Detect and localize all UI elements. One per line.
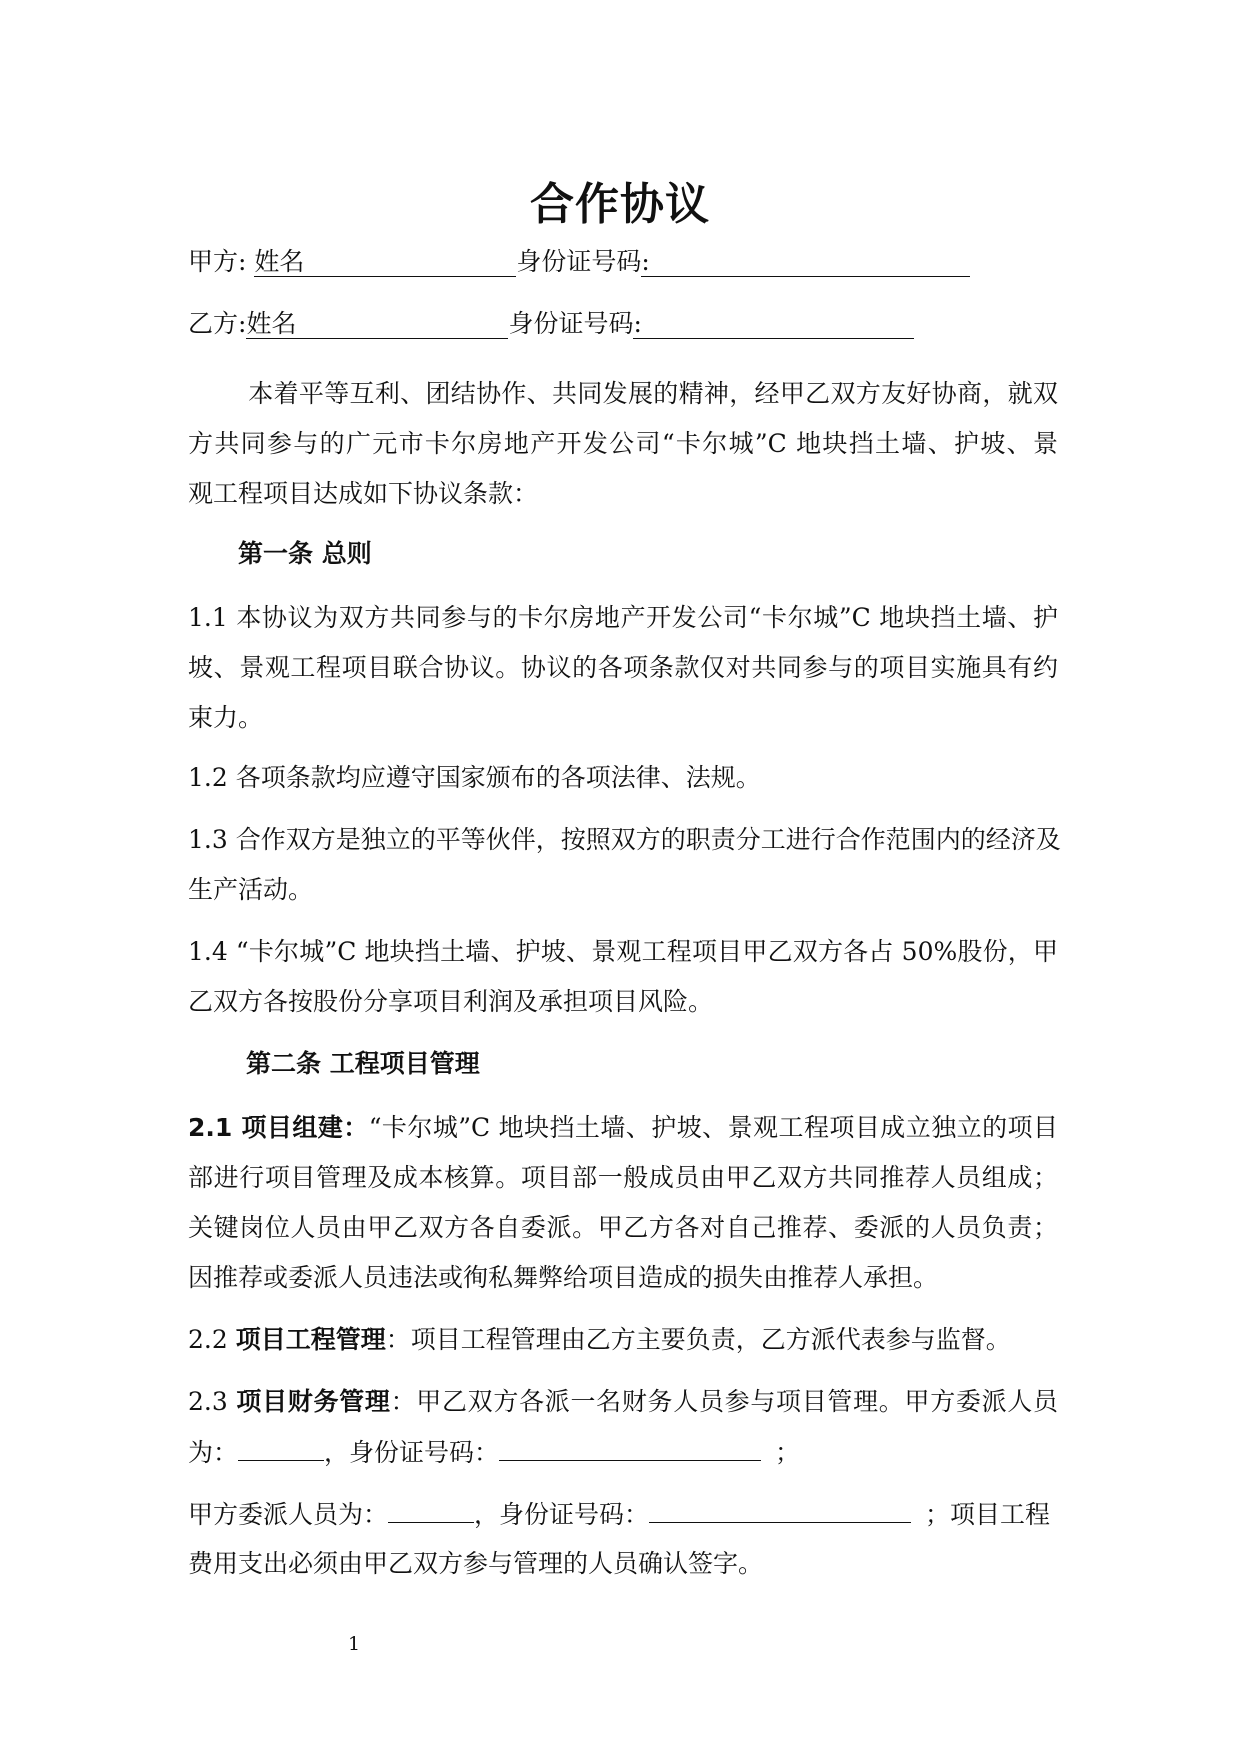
clause-2-3-appointee-label: 甲方委派人员为：: [188, 1500, 389, 1529]
second-finance-id-blank[interactable]: [649, 1496, 911, 1523]
clause-2-1-text: “卡尔城”C 地块挡土墙、护坡、景观工程项目成立独立的项目: [368, 1113, 1058, 1142]
party-b-label: 乙方:: [188, 309, 247, 338]
party-b-line: [188, 306, 1058, 342]
clause-2-3-line-3: [188, 1496, 1058, 1533]
clause-2-3-line-4: 费用支出必须由甲乙双方参与管理的人员确认签字。: [188, 1549, 764, 1578]
clause-2-1-line-4: 因推荐或委派人员违法或徇私舞弊给项目造成的损失由推荐人承担。: [188, 1263, 939, 1292]
clause-1-4-line-1: 1.4 “卡尔城”C 地块挡土墙、护坡、景观工程项目甲乙双方各占 50%股份，甲: [188, 937, 1058, 966]
clause-2-3-line-3-tail: ；项目工程: [925, 1500, 1051, 1529]
clause-2-3-number: 2.3: [188, 1387, 237, 1416]
clause-1-3-line-1: 1.3 合作双方是独立的平等伙伴，按照双方的职责分工进行合作范围内的经济及: [188, 825, 1061, 854]
article-2-heading: 第二条 工程项目管理: [246, 1049, 480, 1078]
clause-2-2-text: ：项目工程管理由乙方主要负责，乙方派代表参与监督。: [385, 1325, 1011, 1354]
clause-2-3-text: ：甲乙双方各派一名财务人员参与项目管理。甲方委派人员: [390, 1387, 1058, 1416]
party-b-id-colon: :: [633, 309, 642, 338]
clause-1-2: 1.2 各项条款均应遵守国家颁布的各项法律、法规。: [188, 763, 761, 792]
article-1-heading: 第一条 总则: [238, 539, 372, 568]
clause-2-3-line-1: [188, 1384, 1058, 1420]
clause-2-3-for-label: 为：: [188, 1438, 239, 1467]
party-b-name-label: 姓名: [246, 309, 297, 338]
party-a-label: 甲方:: [188, 247, 255, 276]
clause-1-1-line-2: 坡、景观工程项目联合协议。协议的各项条款仅对共同参与的项目实施具有约: [188, 653, 1058, 682]
party-a-finance-name-blank[interactable]: [238, 1434, 324, 1461]
clause-1-3-line-2: 生产活动。: [188, 875, 314, 904]
clause-2-2-number: 2.2: [188, 1325, 236, 1354]
party-a-finance-id-blank[interactable]: [499, 1434, 761, 1461]
intro-line-3: 观工程项目达成如下协议条款：: [188, 479, 539, 508]
party-b-name-field[interactable]: [246, 309, 508, 339]
clause-1-1-line-1: 1.1 本协议为双方共同参与的卡尔房地产开发公司“卡尔城”C 地块挡土墙、护: [188, 603, 1058, 632]
clause-2-3-line-2: [188, 1434, 1058, 1471]
clause-2-3-id-label-2: ，身份证号码：: [474, 1500, 650, 1529]
clause-2-3-id-label: ，身份证号码：: [324, 1438, 500, 1467]
clause-2-1-line-2: 部进行项目管理及成本核算。项目部一般成员由甲乙双方共同推荐人员组成；: [188, 1163, 1058, 1192]
clause-2-3-semicolon: ；: [775, 1438, 801, 1467]
party-b-id-label: 身份证号码: [508, 309, 634, 338]
clause-2-3-title: 项目财务管理: [236, 1387, 391, 1416]
party-a-id-label: 身份证号码: [516, 247, 642, 276]
document-title: 合作协议: [530, 179, 710, 230]
party-b-id-field[interactable]: [633, 309, 913, 339]
intro-text-1: 本着平等互利、团结协作、共同发展的精神，经甲乙双方友好协商，就双: [248, 379, 1058, 408]
party-a-id-colon: :: [641, 247, 650, 276]
party-a-line: [188, 244, 1058, 280]
intro-line-2: 方共同参与的广元市卡尔房地产开发公司“卡尔城”C 地块挡土墙、护坡、景: [188, 429, 1058, 458]
party-a-id-field[interactable]: [641, 247, 969, 277]
intro-line-1: [188, 376, 1058, 412]
party-a-name-label: 姓名: [254, 247, 305, 276]
clause-2-2-title: 项目工程管理: [235, 1325, 386, 1354]
clause-2-2: [188, 1322, 1058, 1358]
party-a-name-field[interactable]: [254, 247, 516, 277]
second-finance-name-blank[interactable]: [388, 1496, 474, 1523]
clause-1-1-line-3: 束力。: [188, 703, 264, 732]
clause-1-4-line-2: 乙双方各按股份分享项目利润及承担项目风险。: [188, 987, 714, 1016]
page-number: 1: [348, 1633, 361, 1655]
clause-2-1-title: 2.1 项目组建：: [188, 1113, 369, 1142]
clause-2-1-line-1: [188, 1110, 1058, 1146]
clause-2-1-line-3: 关键岗位人员由甲乙双方各自委派。甲乙方各对自己推荐、委派的人员负责；: [188, 1213, 1058, 1242]
